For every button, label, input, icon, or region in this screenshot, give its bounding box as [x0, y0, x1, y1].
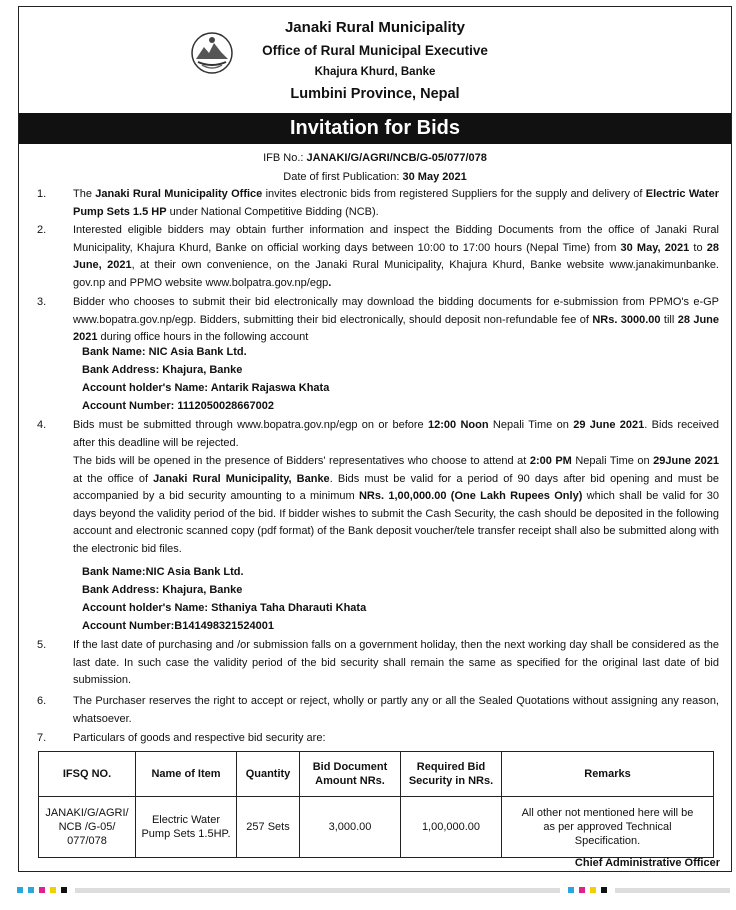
item-number: 2.	[37, 224, 47, 236]
text-run: Electric Water Pump Sets 1.5 HP	[73, 188, 719, 218]
text-run: 12:00 Noon	[428, 419, 489, 431]
item-number: 4.	[37, 419, 47, 431]
grey-bar	[75, 888, 560, 893]
yellow-swatch	[590, 887, 596, 893]
list-item-3	[37, 294, 717, 350]
cell-item: Electric Water Pump Sets 1.5HP.	[136, 797, 237, 858]
province-name: Lumbini Province, Nepal	[290, 86, 460, 102]
yellow-swatch	[50, 887, 56, 893]
text-run: . Bids must be valid for a period of 90 days after bid opening and must be accompanied by a bid security amounting to a minimum	[73, 472, 719, 503]
text-run: Nepali Time on	[571, 455, 654, 467]
col-header-quantity: Quantity	[237, 752, 300, 797]
notice-banner: Invitation for Bids	[19, 113, 731, 144]
item-text	[73, 417, 719, 452]
text-run: 29June 2021	[653, 455, 720, 467]
ifb-number: JANAKI/G/AGRI/NCB/G-05/077/078	[306, 152, 487, 164]
print-color-bar	[0, 887, 736, 897]
cyan-swatch	[568, 887, 574, 893]
text-run: till	[660, 313, 678, 326]
text-run: under National Competitive Bidding (NCB).	[166, 205, 379, 218]
text-run: which shall be valid for 30 days beyond the validity period of the bid. If bidder wishes to submit the Cash Security, the cash should be deposited in the following account and electronic scanned copy (pdf format) of the Bank deposit voucher/tele transfer receipt shall also be submitted along with the electronic bid files.	[73, 490, 719, 555]
pub-label: Date of first Publication:	[283, 171, 400, 183]
publication-date-line	[19, 171, 731, 183]
item-text: Particulars of goods and respective bid security are:	[73, 732, 326, 744]
cell-remarks: All other not mentioned here will be as per approved Technical Specification.	[502, 797, 714, 858]
col-header-item: Name of Item	[136, 752, 237, 797]
magenta-swatch	[579, 887, 585, 893]
item-text	[73, 222, 719, 292]
list-item-6	[37, 693, 717, 729]
cell-bid-security: 1,00,000.00	[401, 797, 502, 858]
col-header-bid-security: Required Bid Security in NRs.	[401, 752, 502, 797]
text-run: Janaki Rural Municipality, Banke	[153, 472, 330, 485]
cell-ifsq: JANAKI/G/AGRI/ NCB /G-05/ 077/078	[39, 797, 136, 858]
list-item-7	[37, 730, 717, 748]
text-run: to	[689, 241, 707, 254]
cyan-swatch	[17, 887, 23, 893]
item-text: The Purchaser reserves the right to accept or reject, wholly or partly any or all the Sealed Quotations without assigning any reason, whatsoever.	[73, 695, 719, 725]
magenta-swatch	[39, 887, 45, 893]
list-item-1	[37, 186, 717, 222]
bank1-address: Bank Address: Khajura, Banke	[82, 364, 243, 376]
cell-doc-amount: 3,000.00	[300, 797, 401, 858]
bank1-name: Bank Name: NIC Asia Bank Ltd.	[82, 346, 247, 358]
item-number: 1.	[37, 188, 47, 200]
text-run: NRs. 1,00,000.00 (One Lakh Rupees Only)	[358, 490, 583, 503]
item-number: 3.	[37, 296, 47, 308]
text-run: Bidder who chooses to submit their bid electronically may download the bidding documents for e-submission from PPMO's e-GP www.bopatra.gov.np/egp. Bidders, submitting their bid electronically, should deposit non-refundable fee of	[73, 296, 719, 326]
text-run: 2:00 PM	[529, 455, 572, 467]
table-header-row	[39, 752, 714, 797]
item-number: 6.	[37, 695, 47, 707]
signoff: Chief Administrative Officer	[574, 857, 720, 869]
col-header-doc-amount: Bid Document Amount NRs.	[300, 752, 401, 797]
office-address: Khajura Khurd, Banke	[314, 66, 436, 78]
text-run: Interested eligible bidders may obtain further information and inspect the Bidding Documents from the office of Janaki Rural Municipality, Khajura Khurd, Banke on official working days between 10:00 to 17:00 hours (Nepal Time) from	[73, 224, 719, 254]
text-run: Nepali Time on	[488, 419, 574, 431]
black-swatch	[61, 887, 67, 893]
bank2-name: Bank Name:NIC Asia Bank Ltd.	[82, 566, 244, 578]
col-header-ifsq: IFSQ NO.	[39, 752, 136, 797]
item-number: 5.	[37, 639, 47, 651]
text-run: at the office of	[73, 472, 154, 485]
bank2-account-number: Account Number:B141498321524001	[82, 620, 274, 632]
bank2-address: Bank Address: Khajura, Banke	[82, 584, 243, 596]
org-name: Janaki Rural Municipality	[284, 19, 466, 36]
text-run: 30 May, 2021	[620, 241, 690, 254]
list-item-2	[37, 222, 717, 294]
black-swatch	[601, 887, 607, 893]
item-text: If the last date of purchasing and /or submission falls on a government holiday, then the next working day shall be considered as the last date. In such case the validity period of the bid security shall remain the same as specified for the original last date of bid submission.	[73, 639, 719, 687]
ifb-line	[19, 152, 731, 164]
item-text	[73, 186, 719, 221]
bank1-holder: Account holder's Name: Antarik Rajaswa Khata	[82, 382, 330, 394]
cell-quantity: 257 Sets	[237, 797, 300, 858]
item-text-continued	[73, 453, 719, 559]
list-item-5	[37, 637, 717, 691]
grey-bar	[615, 888, 730, 893]
text-run: 28 June, 2021	[73, 241, 719, 272]
item-text	[73, 294, 719, 347]
text-run: during office hours in the following account	[97, 331, 309, 344]
col-header-remarks: Remarks	[502, 752, 714, 797]
text-run: The	[73, 188, 96, 200]
office-name: Office of Rural Municipal Executive	[262, 43, 488, 58]
text-run: 28 June 2021	[73, 313, 719, 344]
cyan-swatch	[28, 887, 34, 893]
ifb-label: IFB No.:	[263, 152, 304, 164]
bank1-account-number: Account Number: 1112050028667002	[82, 400, 275, 412]
text-run: , at their own convenience, on the Janaki Rural Municipality, Khajura Khurd, Banke website www.janakimunbanke. gov.np and PPMO website www.bolpatra.gov.np/egp	[73, 259, 719, 289]
goods-table	[38, 751, 714, 858]
notice-frame	[18, 6, 732, 872]
text-run: . Bids received after this deadline will be rejected.	[73, 419, 719, 449]
text-run: The bids will be opened in the presence of Bidders' representatives who choose to attend at	[73, 455, 530, 467]
bank2-holder: Account holder's Name: Sthaniya Taha Dharauti Khata	[82, 602, 367, 614]
text-run: NRs. 3000.00	[592, 313, 661, 326]
pub-date: 30 May 2021	[402, 171, 467, 183]
text-run: invites electronic bids from registered Suppliers for the supply and delivery of	[262, 188, 646, 200]
text-run: Janaki Rural Municipality Office	[95, 188, 263, 200]
text-run: Bids must be submitted through www.bopatra.gov.np/egp on or before	[73, 419, 428, 431]
item-number: 7.	[37, 732, 47, 744]
text-run: 29 June 2021	[573, 419, 645, 431]
table-row	[39, 797, 714, 858]
text-run: .	[328, 276, 332, 289]
